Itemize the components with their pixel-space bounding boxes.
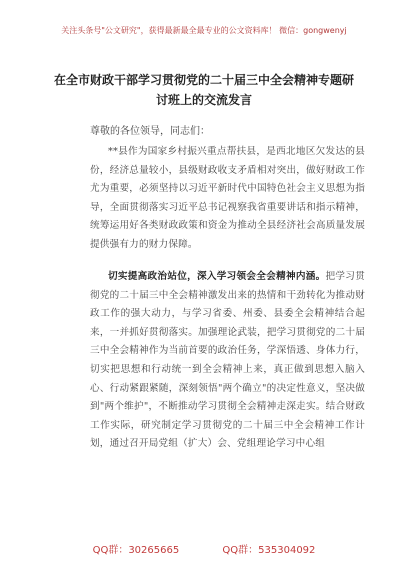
paragraph-1: [90, 143, 365, 255]
document-title: 在全市财政干部学习贯彻党的二十届三中全会精神专题研讨班上的交流发言: [53, 73, 354, 107]
paragraph-2-lead: 切实提高政治站位，深入学习领会全会精神内涵。: [108, 271, 326, 282]
footer-qq-group-2: QQ群：535304092: [222, 545, 316, 556]
page-header: 关注头条号"公文研究"，获得最新最全最专业的公文资料库！ 微信：gongwenyj: [61, 26, 347, 35]
paragraph-1-text: **县作为国家乡村振兴重点帮扶县，是西北地区欠发达的县份，经济总量较小，县级财政收支矛盾相对突出，做好财政工作尤为重要，必须坚持以习近平新时代中国特色社会主义思想为指导，全面贯彻落实习近平总书记视察我省重要讲话和指示精神，统筹运用好各类财政政策和资金为推动全县经济社会高质量发展提供强有力的财力保障。: [90, 146, 365, 250]
page-footer: [0, 541, 408, 556]
greeting: 尊敬的各位领导，同志们：: [90, 126, 210, 137]
paragraph-2-text: 把学习贯彻党的二十届三中全会精神激发出来的热情和干劲转化为推动财政工作的强大动力，与学习省委、州委、县委全会精神结合起来，一并抓好贯彻落实。加强理论武装，把学习贯彻党的二十届三中全会精神作为当前首要的政治任务，学深悟透、身体力行，切实把思想和行动统一到全会精神上来，真正做到思想入脑入心、行动紧跟紧随，深刻领悟"两个确立"的决定性意义，坚决做到"两个维护"，不断推动学习贯彻全会精神走深走实。结合财政工作实际，研究制定学习贯彻党的二十届三中全会精神工作计划，通过召开局党组（扩大）会、党组理论学习中心组: [90, 271, 365, 450]
footer-qq-group-1: QQ群：30265665: [92, 545, 180, 556]
paragraph-2: [90, 268, 365, 454]
